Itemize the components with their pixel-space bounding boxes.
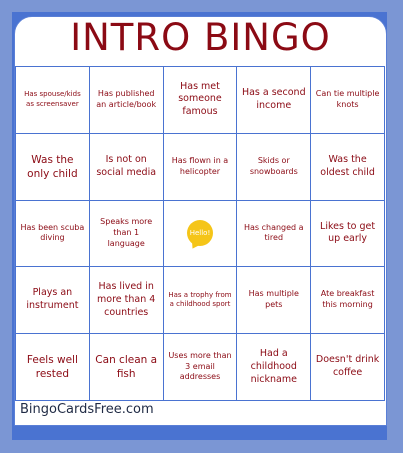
bingo-cell[interactable]: Has changed a tired	[237, 201, 311, 268]
card-title: INTRO BINGO	[70, 16, 331, 59]
bingo-cell[interactable]: Can clean a fish	[90, 334, 164, 401]
bingo-cell[interactable]: Doesn't drink coffee	[311, 334, 385, 401]
bingo-cell[interactable]: Likes to get up early	[311, 201, 385, 268]
bingo-cell[interactable]: Was the only child	[16, 134, 90, 201]
bingo-cell[interactable]: Uses more than 3 email addresses	[164, 334, 238, 401]
bingo-cell[interactable]: Can tie multiple knots	[311, 67, 385, 134]
bingo-cell[interactable]: Has a trophy from a childhood sport	[164, 267, 238, 334]
bingo-cell[interactable]: Had a childhood nickname	[237, 334, 311, 401]
free-space-cell[interactable]	[164, 201, 238, 268]
bingo-cell[interactable]: Skids or snowboards	[237, 134, 311, 201]
bingo-cell[interactable]: Feels well rested	[16, 334, 90, 401]
bingo-cell[interactable]: Has a second income	[237, 67, 311, 134]
bingo-cell[interactable]: Has multiple pets	[237, 267, 311, 334]
bingo-cell[interactable]: Has lived in more than 4 countries	[90, 267, 164, 334]
bingo-cell[interactable]: Plays an instrument	[16, 267, 90, 334]
bingo-cell[interactable]: Is not on social media	[90, 134, 164, 201]
bingo-cell[interactable]: Has flown in a helicopter	[164, 134, 238, 201]
bingo-cell[interactable]: Has published an article/book	[90, 67, 164, 134]
bingo-cell[interactable]: Has met someone famous	[164, 67, 238, 134]
bingo-cell[interactable]: Was the oldest child	[311, 134, 385, 201]
speech-bubble-icon	[187, 220, 213, 246]
bingo-cell[interactable]: Ate breakfast this morning	[311, 267, 385, 334]
bingo-cell[interactable]: Speaks more than 1 language	[90, 201, 164, 268]
bingo-cell[interactable]: Has spouse/kids as screensaver	[16, 67, 90, 134]
site-footer: BingoCardsFree.com	[20, 402, 154, 417]
free-space-label: Hello!	[189, 228, 211, 237]
bingo-grid	[15, 66, 385, 401]
bingo-cell[interactable]: Has been scuba diving	[16, 201, 90, 268]
